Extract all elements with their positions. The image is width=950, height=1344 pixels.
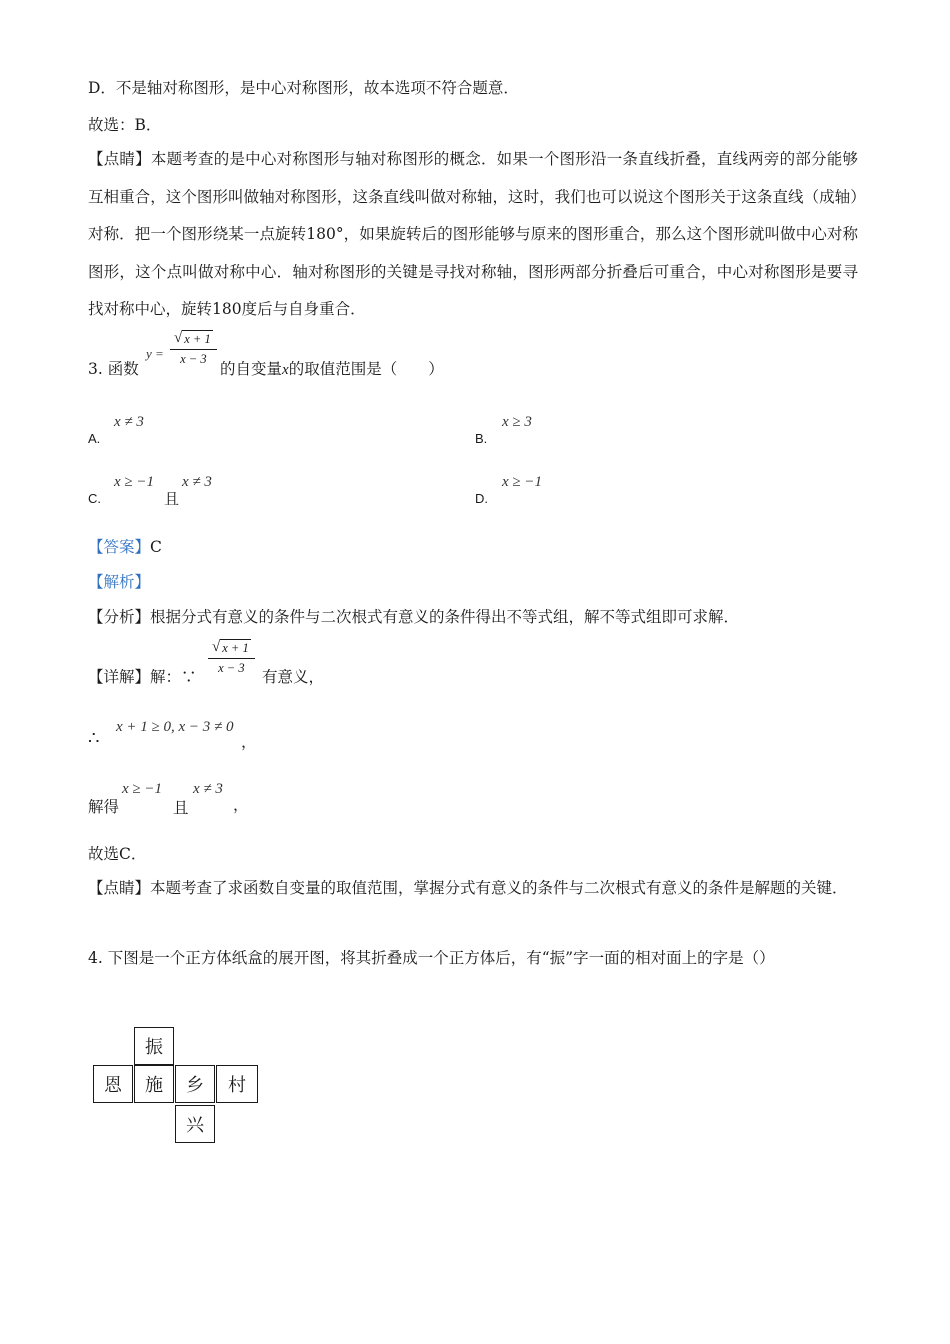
analysis-label: 【解析】 xyxy=(88,573,151,591)
solve-res1: x ≥ −1 xyxy=(122,781,163,797)
detail-conditions: x + 1 ≥ 0, x − 3 ≠ 0 xyxy=(116,719,234,735)
net-cell-bottom: 兴 xyxy=(175,1105,215,1143)
detail-denominator: x − 3 xyxy=(218,661,245,675)
q3-denominator: x − 3 xyxy=(180,352,207,366)
answer xyxy=(88,535,162,557)
q3-y-eq: y = xyxy=(146,346,164,361)
answer-label: 【答案】 xyxy=(88,538,151,556)
net-cell-center-left: 施 xyxy=(134,1065,174,1103)
option-d-label[interactable]: D. xyxy=(475,491,488,506)
solve-conj: 且 xyxy=(173,799,189,817)
option-c-label[interactable]: C. xyxy=(88,491,101,506)
note-label: 【点睛】 xyxy=(88,150,151,168)
net-cell-center-right: 乡 xyxy=(175,1065,215,1103)
detail-comma: ， xyxy=(241,733,257,751)
q3-number: 3. 函数 xyxy=(88,360,139,378)
option-d-conclusion: D．不是轴对称图形，是中心对称图形，故本选项不符合题意． xyxy=(88,79,519,97)
note-paragraph xyxy=(88,141,858,329)
q3-question-text: 的自变量x的取值范围是（ ） xyxy=(220,360,444,378)
q3-numerator: √ x + 1 xyxy=(170,330,217,350)
net-cell-left: 恩 xyxy=(93,1065,133,1103)
solve-label: 解得 xyxy=(88,798,120,816)
detail-numerator: √ x + 1 xyxy=(208,639,255,659)
net-cell-right: 村 xyxy=(216,1065,258,1103)
fenxi: 【分析】根据分式有意义的条件与二次根式有意义的条件得出不等式组，解不等式组即可求解． xyxy=(88,608,740,626)
note2-paragraph: 【点睛】本题考查了求函数自变量的取值范围，掌握分式有意义的条件与二次根式有意义的条件是解题的关键． xyxy=(88,879,848,897)
option-b-math: x ≥ 3 xyxy=(502,414,532,430)
option-d-math: x ≥ −1 xyxy=(502,474,543,490)
choose-b: 故选：B． xyxy=(88,116,162,134)
option-a-math: x ≠ 3 xyxy=(114,414,144,430)
net-cell-top: 振 xyxy=(134,1027,174,1065)
q4-text: 4. 下图是一个正方体纸盒的展开图，将其折叠成一个正方体后，有“振”字一面的相对面上的字是（） xyxy=(88,949,775,967)
detail-after: 有意义， xyxy=(262,668,325,686)
q3-fraction xyxy=(170,330,217,367)
solve-comma: ， xyxy=(233,796,249,814)
detail-fraction xyxy=(208,639,255,676)
option-c-conj: 且 xyxy=(164,490,180,508)
option-a-label[interactable]: A. xyxy=(88,431,101,446)
option-b-label[interactable]: B. xyxy=(475,431,488,446)
note-text: 本题考查的是中心对称图形与轴对称图形的概念．如果一个图形沿一条直线折叠，直线两旁的部分能够互相重合，这个图形叫做轴对称图形，这条直线叫做对称轴，这时，我们也可以说这个图形关于这条直线（成轴）对称．把一个图形绕某一点旋转180°，如果旋转后的图形能够与原来的图形重合，那么这个图形就叫做中心对称图形，这个点叫做对称中心．轴对称图形的关键是寻找对称轴，图形两部分折叠后可重合，中心对称图形是要寻找对称中心，旋转180度后与自身重合． xyxy=(88,150,858,319)
option-c-math2: x ≠ 3 xyxy=(182,474,212,490)
therefore-symbol: ∴ xyxy=(88,728,100,749)
answer-value: C xyxy=(150,538,162,556)
detail-intro: 【详解】解：∵ xyxy=(88,668,197,686)
solve-res2: x ≠ 3 xyxy=(193,781,223,797)
choose-c: 故选C． xyxy=(88,845,147,863)
option-c-math: x ≥ −1 xyxy=(114,474,155,490)
